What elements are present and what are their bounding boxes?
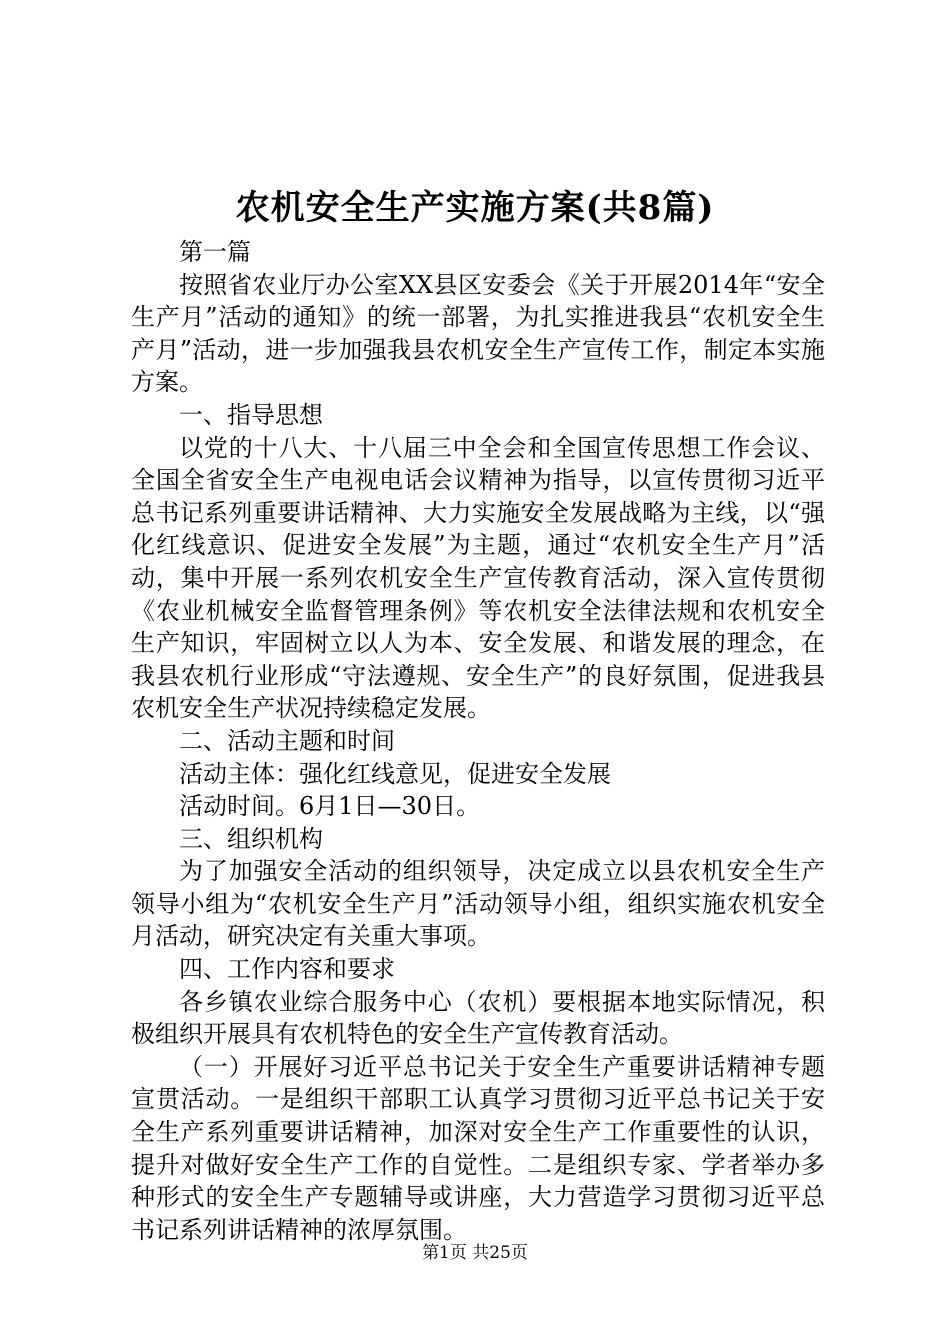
- section-heading: 四、工作内容和要求: [179, 955, 395, 984]
- document-title: 农机安全生产实施方案(共8篇): [235, 188, 715, 228]
- section-label: 第一篇: [179, 238, 251, 266]
- section-heading: 一、指导思想: [179, 400, 323, 429]
- section-heading: 三、组织机构: [179, 824, 323, 853]
- body-paragraph: 活动时间。6月1日—30日。: [179, 792, 481, 821]
- body-paragraph: 各乡镇农业综合服务中心（农机）要根据本地实际情况，积极组织开展具有农机特色的安全生产宣传教育活动。: [131, 987, 825, 1049]
- section-heading: 二、活动主题和时间: [179, 726, 395, 755]
- body-paragraph: 以党的十八大、十八届三中全会和全国宣传思想工作会议、全国全省安全生产电视电话会议精神为指导，以宣传贯彻习近平总书记系列重要讲话精神、大力实施安全发展战略为主线，以“强化红线意识、促进安全发展”为主题，通过“农机安全生产月”活动，集中开展一系列农机安全生产宣传教育活动，深入宣传贯彻《农业机械安全监督管理条例》等农机安全法律法规和农机安全生产知识，牢固树立以人为本、安全发展、和谐发展的理念，在我县农机行业形成“守法遵规、安全生产”的良好氛围，促进我县农机安全生产状况持续稳定发展。: [131, 433, 825, 723]
- document-body: [131, 236, 825, 1246]
- body-paragraph: 按照省农业厅办公室XX县区安委会《关于开展2014年“安全生产月”活动的通知》的统一部署，为扎实推进我县“农机安全生产月”活动，进一步加强我县农机安全生产宣传工作，制定本实施方案。: [131, 270, 825, 397]
- body-paragraph: 活动主体：强化红线意见，促进安全发展: [179, 759, 611, 788]
- page-number-footer: 第1页 共25页: [422, 1243, 528, 1263]
- body-paragraph: 为了加强安全活动的组织领导，决定成立以县农机安全生产领导小组为“农机安全生产月”活动领导小组，组织实施农机安全月活动，研究决定有关重大事项。: [131, 857, 825, 951]
- body-paragraph: （一）开展好习近平总书记关于安全生产重要讲话精神专题宣贯活动。一是组织干部职工认真学习贯彻习近平总书记关于安全生产系列重要讲话精神，加深对安全生产工作重要性的认识，提升对做好安全生产工作的自觉性。二是组织专家、学者举办多种形式的安全生产专题辅导或讲座，大力营造学习贯彻习近平总书记系列讲话精神的浓厚氛围。: [131, 1052, 825, 1244]
